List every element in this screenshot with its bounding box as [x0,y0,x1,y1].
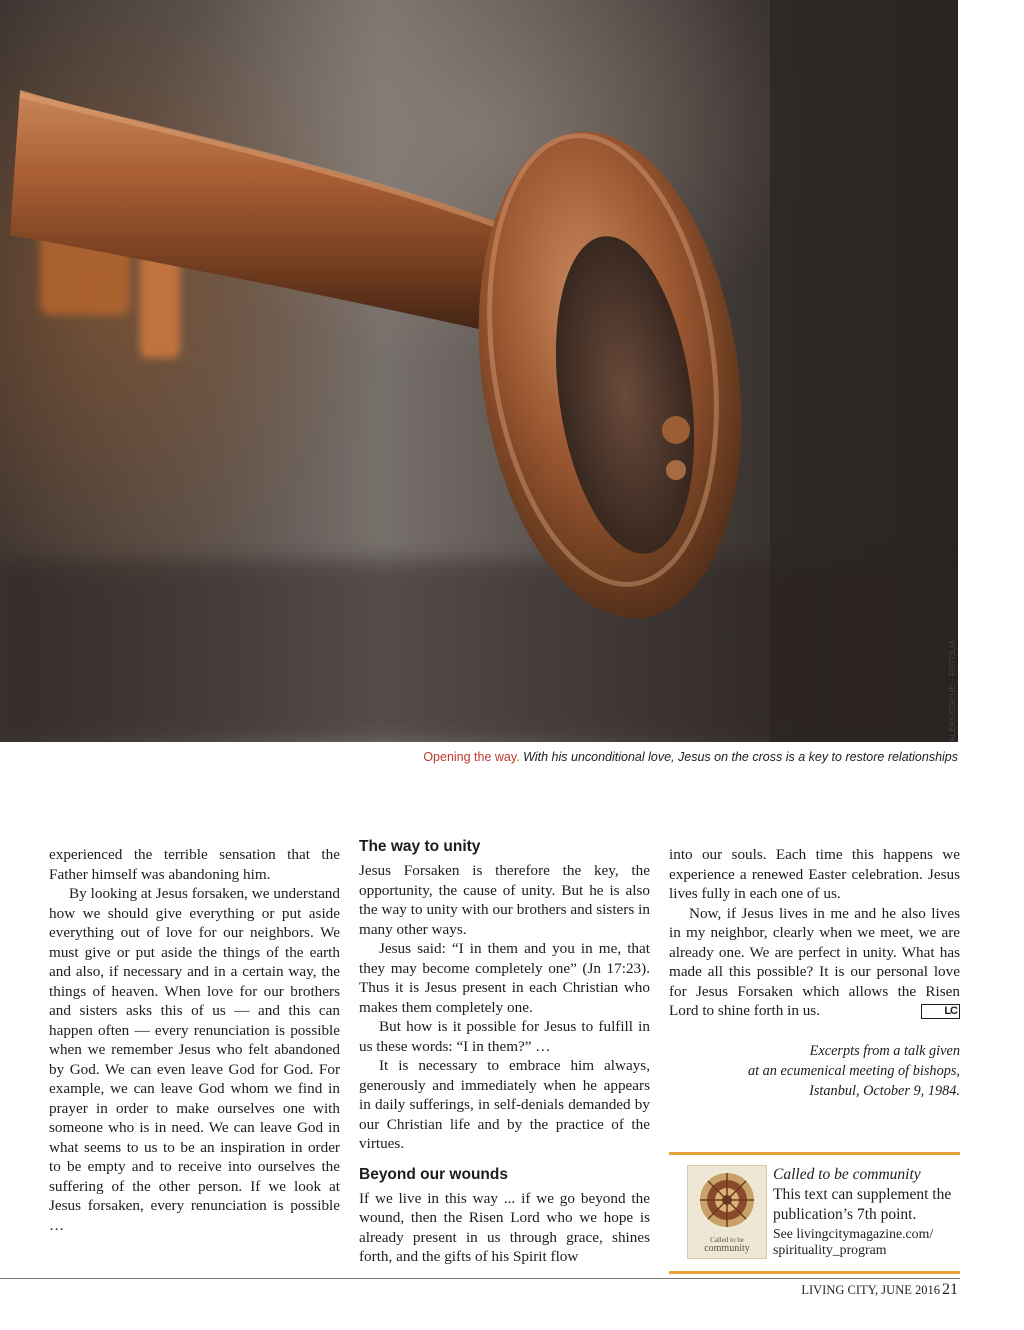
caption-lead: Opening the way. [423,750,520,764]
paragraph: By looking at Jesus forsaken, we understand how we should give everything or put aside everything out of love for our neighbors. We must give or put aside the things of the earth and also, if necessary and in a certain way, the things of heaven. When love for our brothers and sisters asks this of us — and this can happen often — every renunciation is possible when we remember Jesus who felt abandoned by God. We can even leave God for God. For example, we can leave God whom we find in prayer in order to make ourselves one with someone who is in need. We can leave God in what seems to us to be an inspiration in order to be empty and to receive into ourselves the suffering of the other person. If we look at Jesus forsaken, every renunciation is possible … [49,885,340,1234]
url-line: spirituality_program [773,1242,887,1257]
thumbnail-label: Called to be community [704,1236,750,1254]
paragraph: It is necessary to embrace him always, generously and immediately when he appears in daily sufferings, in self-denials demanded by our Christian life and by the practice of the virtues. [359,1057,650,1152]
paragraph: If we live in this way ... if we go beyond the wound, then the Risen Lord who we hope is already present in us through grace, shines forth, and the gifts of his Spirit flow [359,1189,650,1265]
magazine-issue: LIVING CITY, JUNE 2016 [801,1283,940,1297]
paragraph: Jesus said: “I in them and you in me, that they may become completely one” (Jn 17:23). Thus it is Jesus present in each Christian who makes them completely one. [359,940,650,1016]
paragraph: into our souls. Each time this happens we experience a renewed Easter celebration. Jesus lives fully in each one of us. [669,846,960,902]
attribution-line: Excerpts from a talk given [809,1042,960,1059]
photo-credit: ALEKSKOP.UE - FOTOLIA [948,639,957,742]
sidebar-url [773,1226,963,1258]
sidebar-box [669,1152,960,1274]
end-mark-icon: LC [921,1004,960,1019]
photo-caption [423,750,958,764]
paragraph: But how is it possible for Jesus to fulfill in us these words: “I in them?” … [359,1018,650,1055]
paragraph-text: Now, if Jesus lives in me and he also lives in my neighbor, clearly when we meet, we are already one. We are perfect in unity. What has made all this possible? It is our personal love for Jesus Forsaken which allows the Risen Lord to shine forth in us. [669,904,960,1019]
sidebar-title: Called to be community [773,1166,921,1183]
paragraph [669,904,960,1021]
sidebar-text [773,1165,963,1258]
sidebar-body: This text can supplement the publication’s 7th point. [773,1186,952,1223]
paragraph: Jesus Forsaken is therefore the key, the opportunity, the cause of unity. But he is also the way to unity with our brothers and sisters in many other ways. [359,862,650,938]
attribution [669,1041,960,1101]
footer-rule [0,1278,960,1279]
url-line: See livingcitymagazine.com/ [773,1226,934,1241]
booklet-cover-thumbnail [687,1165,767,1259]
article-column-3 [669,845,960,1101]
attribution-line: Istanbul, October 9, 1984. [809,1082,960,1099]
article-column-2 [359,837,650,1267]
section-heading: The way to unity [359,838,481,855]
attribution-line: at an ecumenical meeting of bishops, [747,1062,960,1079]
paragraph: experienced the terrible sensation that the Father himself was abandoning him. [49,846,340,883]
page-number: 21 [942,1281,958,1298]
caption-text: With his unconditional love, Jesus on the cross is a key to restore relationships [523,750,958,764]
section-heading: Beyond our wounds [359,1165,508,1183]
article-column-1 [49,845,340,1235]
page-footer [801,1281,958,1299]
